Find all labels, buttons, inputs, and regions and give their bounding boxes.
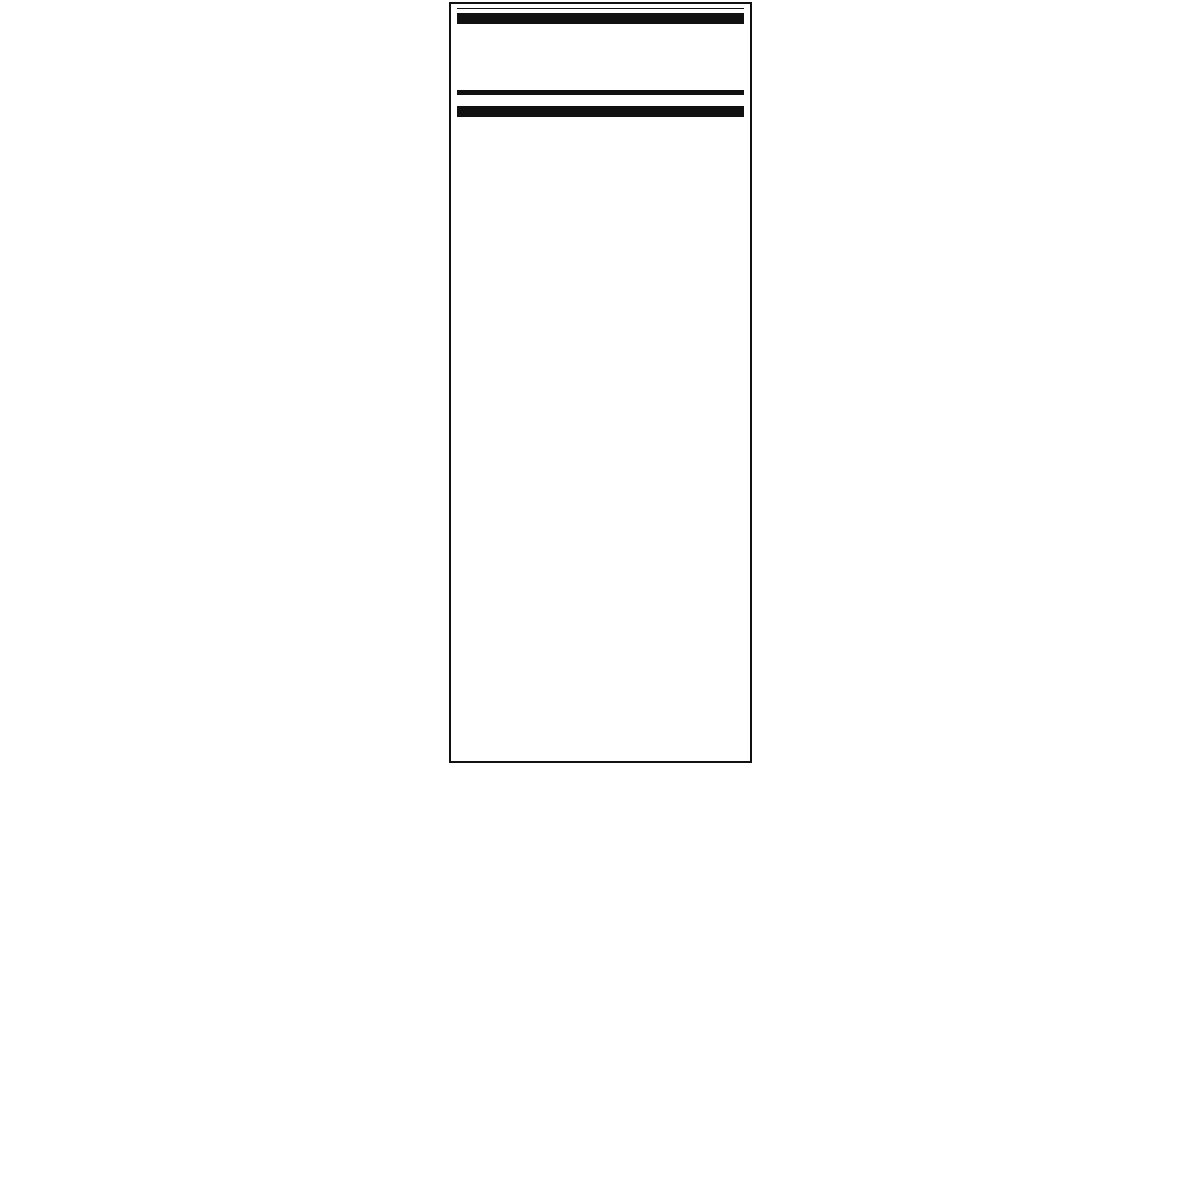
ingredients-section: [456, 770, 756, 784]
daily-value-header: [457, 95, 744, 107]
thick-divider: [457, 107, 744, 117]
servings-per-container: [457, 9, 744, 11]
footnotes: [457, 117, 744, 122]
thick-divider: [457, 13, 744, 24]
nutrition-facts-panel: [449, 2, 752, 763]
dv-header-cereal: [642, 95, 682, 106]
calories-row: [457, 24, 744, 95]
dv-header-with-milk: [682, 95, 744, 106]
